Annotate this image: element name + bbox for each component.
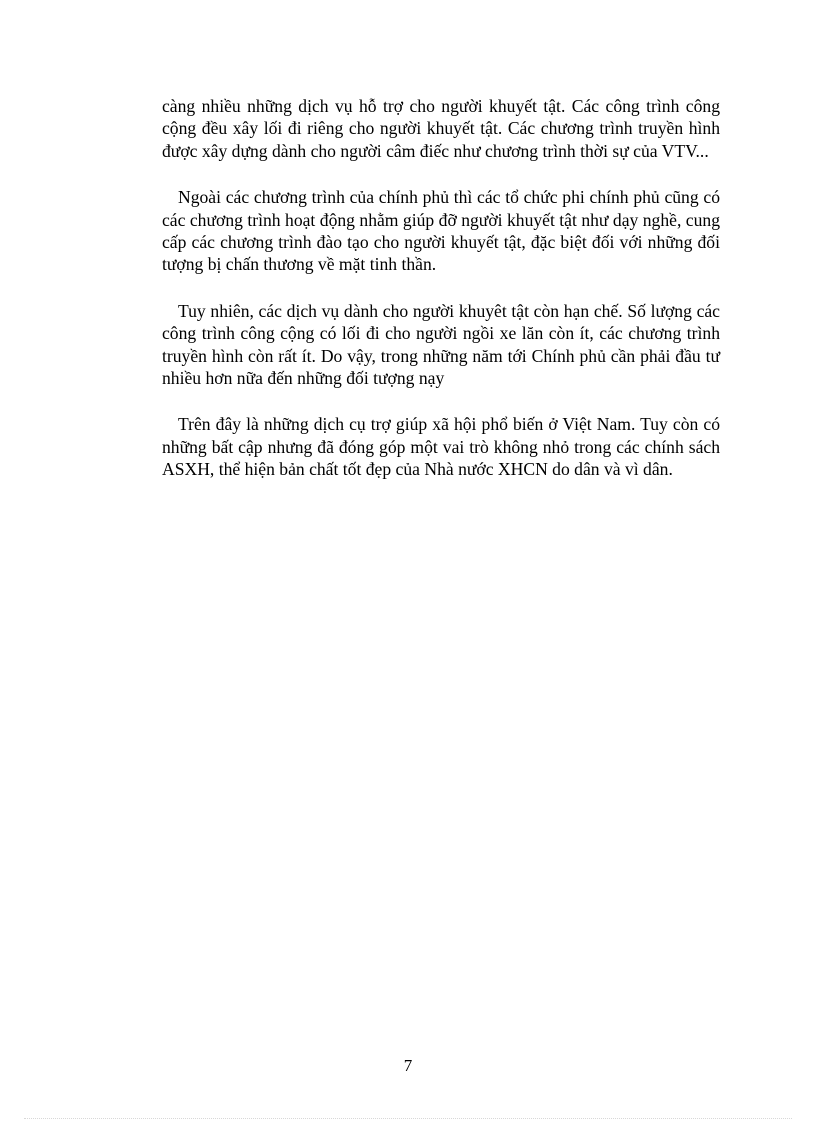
paragraph-continuation: càng nhiều những dịch vụ hỗ trợ cho người khuyết tật. Các công trình công cộng đều xây lối đi riêng cho người khuyết tật. Các chương trình truyền hình được xây dựng dành cho người câm điếc như chương trình thời sự của VTV... <box>162 96 720 161</box>
paragraph-ngo-programs: Ngoài các chương trình của chính phủ thì các tổ chức phi chính phủ cũng có các chương trình hoạt động nhằm giúp đỡ người khuyết tật như dạy nghề, cung cấp các chương trình đào tạo cho người khuyết tật, đặc biệt đối với những đối tượng bị chấn thương về mặt tinh thần. <box>162 187 720 275</box>
page-bottom-divider <box>24 1118 792 1119</box>
paragraph-limitations: Tuy nhiên, các dịch vụ dành cho người khuyêt tật còn hạn chế. Số lượng các công trình công cộng có lối đi cho người ngồi xe lăn còn ít, các chương trình truyền hình còn rất ít. Do vậy, trong những năm tới Chính phủ cần phải đầu tư nhiều hơn nữa đến những đối tượng nạy <box>162 300 720 389</box>
page-body <box>162 95 720 505</box>
paragraph-conclusion: Trên đây là những dịch cụ trợ giúp xã hội phổ biến ở Việt Nam. Tuy còn có những bất cập nhưng đã đóng góp một vai trò không nhỏ trong các chính sách ASXH, thể hiện bản chất tốt đẹp của Nhà nước XHCN do dân và vì dân. <box>162 414 720 480</box>
page-number: 7 <box>403 1056 413 1075</box>
